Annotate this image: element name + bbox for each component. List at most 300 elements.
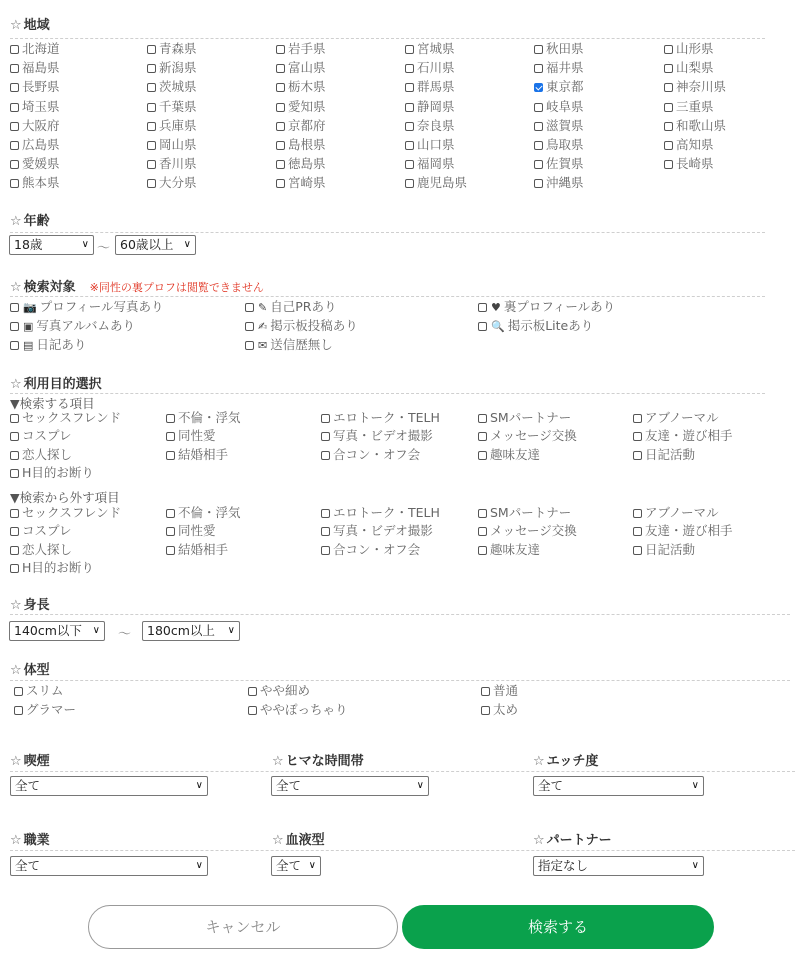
checkbox[interactable] [276,83,285,92]
checkbox-label: 結婚相手 [178,541,229,557]
prefecture-checkbox[interactable] [534,60,584,76]
purpose-exclude-checkbox[interactable] [633,542,695,558]
target-checkbox[interactable] [478,318,593,335]
body-type-checkbox[interactable] [481,702,518,718]
checkbox[interactable] [276,64,285,73]
checkbox-label: 普通 [493,683,519,698]
checkbox-label: コスプレ [22,523,72,539]
prefecture-checkbox[interactable] [276,99,326,115]
checkbox-label: 日記あり [36,337,87,352]
height-separator: 〜 [118,627,132,642]
target-checkbox[interactable] [245,318,358,335]
checkbox[interactable] [534,160,543,169]
divider [10,771,795,772]
search-button[interactable]: 検索する [402,905,714,949]
checkbox[interactable] [478,451,487,460]
purpose-exclude-checkbox[interactable] [10,505,121,521]
checkbox-label: 長野県 [22,79,60,95]
prefecture-checkbox[interactable] [664,137,714,153]
checkbox[interactable] [276,141,285,150]
purpose-include-checkbox[interactable] [633,410,719,426]
checkbox-label: アブノーマル [645,505,719,520]
checkbox[interactable] [10,341,19,350]
divider [10,614,790,615]
checkbox-label: 京都府 [288,117,326,133]
checkbox-label: 長崎県 [676,156,714,172]
checkbox-label: 愛媛県 [22,156,60,172]
checkbox[interactable] [147,122,156,131]
checkbox[interactable] [321,527,330,536]
prefecture-checkbox[interactable] [534,99,584,115]
purpose-include-checkbox[interactable] [10,447,72,463]
checkbox-label: SMパートナー [490,410,572,425]
checkbox[interactable] [664,83,673,92]
checkbox[interactable] [321,432,330,441]
checkbox[interactable] [405,45,414,54]
age-separator: 〜 [97,241,111,256]
prefecture-checkbox[interactable] [147,118,197,134]
prefecture-checkbox[interactable] [534,118,584,134]
checkbox[interactable] [10,160,19,169]
checkbox-label: 北海道 [22,41,60,56]
prefecture-checkbox[interactable] [664,79,726,95]
prefecture-checkbox[interactable] [147,156,197,172]
checkbox[interactable] [478,546,487,555]
checkbox-label: 合コン・オフ会 [333,446,421,462]
checkbox[interactable] [245,322,254,331]
purpose-include-checkbox[interactable] [321,447,420,463]
checkbox-label: 愛知県 [288,98,326,114]
target-checkbox[interactable] [10,318,135,335]
purpose-include-checkbox[interactable] [166,428,216,444]
smoking-section-title: ☆ 喫煙 [10,754,50,769]
purpose-include-checkbox[interactable] [478,410,571,426]
checkbox[interactable] [633,527,642,536]
job-section-title: ☆ 職業 [10,833,50,848]
smoking-select[interactable]: 全て ∨ [10,776,208,796]
purpose-exclude-checkbox[interactable] [166,505,241,521]
checkbox[interactable] [245,303,254,312]
prefecture-checkbox[interactable] [10,175,60,191]
target-checkbox[interactable] [10,299,163,316]
checkbox[interactable] [10,414,19,423]
blood-select[interactable]: 全て ∨ [271,856,321,876]
prefecture-checkbox[interactable] [147,79,197,95]
checkbox-label: プロフィール写真あり [39,299,164,314]
checkbox[interactable] [147,103,156,112]
checkbox[interactable] [405,83,414,92]
checkbox-label: 三重県 [676,98,714,114]
checkbox-label: 不倫・浮気 [178,505,241,520]
prefecture-checkbox[interactable] [147,41,197,57]
checkbox-label: アブノーマル [645,410,719,425]
checkbox[interactable] [166,414,175,423]
prefecture-checkbox[interactable] [276,41,326,57]
checkbox[interactable] [166,509,175,518]
prefecture-checkbox[interactable] [147,137,197,153]
purpose-include-checkbox[interactable] [10,465,94,481]
prefecture-checkbox[interactable] [147,99,197,115]
checkbox[interactable] [147,45,156,54]
age-min-select[interactable]: 18歳 ∨ [9,235,94,255]
prefecture-checkbox[interactable] [405,60,455,76]
checkbox-label: 岩手県 [288,41,326,56]
age-section-title: ☆ 年齢 [10,214,50,229]
purpose-exclude-checkbox[interactable] [10,542,72,558]
purpose-exclude-checkbox[interactable] [478,523,577,539]
checkbox-label: 佐賀県 [546,156,584,172]
purpose-include-checkbox[interactable] [633,447,695,463]
checkbox[interactable] [321,546,330,555]
prefecture-checkbox[interactable] [405,79,455,95]
purpose-include-checkbox[interactable] [166,410,241,426]
target-checkbox[interactable] [245,299,336,316]
checkbox[interactable] [664,160,673,169]
prefecture-checkbox[interactable] [10,99,60,115]
checkbox[interactable] [10,432,19,441]
checkbox-label: 写真・ビデオ撮影 [333,523,433,539]
checkbox-label: 奈良県 [417,117,455,133]
checkbox[interactable] [10,451,19,460]
checkbox-label: 送信歴無し [270,337,333,352]
checkbox-label: エロトーク・TELH [333,410,440,425]
purpose-exclude-checkbox[interactable] [321,505,440,521]
checkbox[interactable] [276,179,285,188]
checkbox-label: 千葉県 [159,98,197,114]
checkbox[interactable] [664,122,673,131]
checkbox[interactable] [10,103,19,112]
prefecture-checkbox[interactable] [147,175,197,191]
target-checkbox[interactable] [478,299,615,316]
search-icon: 🔍 [491,320,505,333]
checkbox[interactable] [10,45,19,54]
prefecture-checkbox[interactable] [664,99,714,115]
target-section-title: ☆ 検索対象 ※同性の裏プロフは閲覧できません [10,280,264,295]
checkbox-label: 群馬県 [417,79,455,95]
checkbox[interactable] [534,64,543,73]
checkbox[interactable] [10,322,19,331]
divider [10,393,765,394]
prefecture-checkbox[interactable] [10,79,60,95]
checkbox[interactable] [478,322,487,331]
body-type-checkbox[interactable] [14,702,76,718]
body-type-checkbox[interactable] [481,683,518,699]
purpose-section-title: ☆ 利用目的選択 [10,377,102,392]
checkbox-label: 岡山県 [159,137,197,152]
purpose-include-checkbox[interactable] [10,410,121,426]
checkbox[interactable] [147,179,156,188]
checkbox-label: 趣味友達 [490,446,541,462]
checkbox-label: 高知県 [676,137,714,152]
checkbox[interactable] [664,64,673,73]
checkbox[interactable] [10,303,19,312]
prefecture-checkbox[interactable] [10,60,60,76]
age-max-select[interactable]: 60歳以上 ∨ [115,235,196,255]
checkbox[interactable] [10,469,19,478]
prefecture-checkbox[interactable] [664,41,714,57]
prefecture-checkbox[interactable] [405,175,467,191]
checkbox-label: 福島県 [22,60,60,76]
checkbox[interactable] [321,509,330,518]
checkbox[interactable] [534,179,543,188]
purpose-exclude-heading: ▼検索から外す項目 [10,490,120,505]
prefecture-checkbox[interactable] [405,99,455,115]
checkbox[interactable] [534,45,543,54]
checkbox-label: メッセージ交換 [490,428,577,444]
checkbox[interactable] [14,687,23,696]
purpose-include-checkbox[interactable] [478,428,577,444]
checkbox[interactable] [478,414,487,423]
prefecture-checkbox[interactable] [405,137,455,153]
checkbox[interactable] [633,509,642,518]
checkbox-label: 趣味友達 [490,541,541,557]
purpose-exclude-checkbox[interactable] [478,542,540,558]
checkbox[interactable] [276,103,285,112]
checkbox-label: 恋人探し [22,446,73,462]
checkbox-label: 栃木県 [288,79,326,95]
prefecture-checkbox[interactable] [405,41,455,57]
cancel-button[interactable]: キャンセル [88,905,398,949]
checkbox[interactable] [534,122,543,131]
checkbox-label: 山形県 [676,41,714,56]
checkbox[interactable] [664,45,673,54]
checkbox[interactable] [147,160,156,169]
purpose-include-checkbox[interactable] [321,410,440,426]
body-type-checkbox[interactable] [248,702,348,718]
purpose-exclude-checkbox[interactable] [166,542,228,558]
prefecture-checkbox[interactable] [534,41,584,57]
purpose-include-checkbox[interactable] [478,447,540,463]
prefecture-checkbox[interactable] [276,137,326,153]
target-note: ※同性の裏プロフは閲覧できません [89,281,264,294]
prefecture-checkbox[interactable] [534,156,584,172]
checkbox[interactable] [633,414,642,423]
checkbox-label: 写真アルバムあり [36,318,136,333]
checkbox-label: 埼玉県 [22,98,60,114]
checkbox-label: 和歌山県 [676,117,727,133]
checkbox[interactable] [276,122,285,131]
checkbox[interactable] [166,432,175,441]
divider [10,296,765,297]
checkbox-label: 福岡県 [417,156,455,172]
checkbox-label: 宮崎県 [288,175,326,191]
checkbox-label: 恋人探し [22,541,73,557]
height-max-select[interactable]: 180cm以上 ∨ [142,621,240,641]
checkbox-label: セックスフレンド [22,410,122,425]
checkbox[interactable] [166,546,175,555]
checkbox[interactable] [478,527,487,536]
checkbox[interactable] [481,687,490,696]
checkbox-label: H目的お断り [22,559,94,575]
checkbox[interactable] [10,527,19,536]
checkbox[interactable] [405,122,414,131]
checkbox-label: 徳島県 [288,156,326,172]
checkbox[interactable] [10,122,19,131]
prefecture-checkbox[interactable] [276,118,326,134]
checkbox-label: 鹿児島県 [417,175,468,191]
job-select[interactable]: 全て ∨ [10,856,208,876]
checkbox[interactable] [166,527,175,536]
checkbox-label: 合コン・オフ会 [333,541,421,557]
ecchi-section-title: ☆ エッチ度 [533,754,599,769]
checkbox[interactable] [405,179,414,188]
prefecture-checkbox[interactable] [276,156,326,172]
checkbox-label: 茨城県 [159,79,197,95]
checkbox-label: 島根県 [288,137,326,152]
checkbox[interactable] [664,141,673,150]
checkbox[interactable] [10,141,19,150]
purpose-exclude-checkbox[interactable] [10,560,94,576]
checkbox-label: セックスフレンド [22,505,122,520]
prefecture-checkbox[interactable] [534,137,584,153]
checkbox[interactable] [14,706,23,715]
checkbox[interactable] [10,83,19,92]
checkbox[interactable] [321,451,330,460]
checkbox-label: 神奈川県 [676,79,727,95]
checkbox[interactable] [248,687,257,696]
checkbox[interactable] [478,432,487,441]
prefecture-checkbox[interactable] [664,60,714,76]
purpose-include-checkbox[interactable] [166,447,228,463]
checkbox-label: 宮城県 [417,41,455,56]
partner-section-title: ☆ パートナー [533,833,612,848]
divider [10,232,765,233]
purpose-exclude-checkbox[interactable] [633,505,719,521]
checkbox[interactable] [534,141,543,150]
checkbox-label: ややぽっちゃり [260,702,348,717]
checkbox[interactable] [276,45,285,54]
height-section-title: ☆ 身長 [10,598,50,613]
checkbox-label: 山口県 [417,137,455,152]
camera-icon: 📷 [23,301,37,314]
divider [10,680,790,681]
prefecture-checkbox[interactable] [534,175,584,191]
checkbox[interactable] [245,341,254,350]
target-checkbox[interactable] [10,337,86,354]
prefecture-checkbox[interactable] [405,156,455,172]
checkbox[interactable] [633,432,642,441]
target-checkbox[interactable] [245,337,333,354]
checkbox-label: SMパートナー [490,505,572,520]
checkbox[interactable] [478,303,487,312]
checkbox[interactable] [147,83,156,92]
checkbox[interactable] [534,103,543,112]
purpose-exclude-checkbox[interactable] [166,523,216,539]
prefecture-checkbox[interactable] [147,60,197,76]
checkbox-label: 同性愛 [178,428,216,444]
checkbox-label: 山梨県 [676,60,714,76]
checkbox[interactable] [405,141,414,150]
prefecture-checkbox[interactable] [664,118,726,134]
checkbox[interactable] [481,706,490,715]
checkbox[interactable] [405,160,414,169]
checkbox-label: 不倫・浮気 [178,410,241,425]
checkbox-label: 石川県 [417,60,455,76]
body-type-checkbox[interactable] [14,683,64,699]
checkbox[interactable] [664,103,673,112]
checkbox-label: 香川県 [159,156,197,172]
prefecture-checkbox[interactable] [405,118,455,134]
checkbox-label: 友達・遊び相手 [645,523,733,539]
prefecture-checkbox[interactable] [276,175,326,191]
checkbox[interactable] [10,64,19,73]
checkbox[interactable] [534,83,543,92]
prefecture-checkbox[interactable] [276,79,326,95]
purpose-exclude-checkbox[interactable] [321,523,433,539]
prefecture-checkbox[interactable] [10,156,60,172]
checkbox-label: 鳥取県 [546,137,584,152]
body-type-checkbox[interactable] [248,683,310,699]
checkbox-label: 富山県 [288,60,326,76]
checkbox-label: 福井県 [546,60,584,76]
purpose-exclude-checkbox[interactable] [478,505,571,521]
purpose-include-checkbox[interactable] [321,428,433,444]
prefecture-checkbox[interactable] [534,79,584,95]
purpose-include-checkbox[interactable] [633,428,733,444]
checkbox-label: 岐阜県 [546,98,584,114]
checkbox[interactable] [10,509,19,518]
checkbox[interactable] [10,564,19,573]
checkbox[interactable] [633,546,642,555]
prefecture-checkbox[interactable] [10,137,60,153]
purpose-exclude-checkbox[interactable] [10,523,72,539]
purpose-exclude-checkbox[interactable] [633,523,733,539]
prefecture-checkbox[interactable] [276,60,326,76]
ecchi-select[interactable]: 全て ∨ [533,776,704,796]
checkbox-label: 大阪府 [22,117,60,133]
heart-icon: ♥ [491,301,501,314]
checkbox[interactable] [166,451,175,460]
checkbox[interactable] [405,103,414,112]
checkbox-label: 静岡県 [417,98,455,114]
checkbox[interactable] [147,141,156,150]
divider [10,850,795,851]
checkbox[interactable] [321,414,330,423]
purpose-exclude-checkbox[interactable] [321,542,420,558]
checkbox-label: 大分県 [159,175,197,191]
prefecture-checkbox[interactable] [664,156,714,172]
checkbox-label: メッセージ交換 [490,523,577,539]
checkbox-label: 秋田県 [546,41,584,56]
checkbox[interactable] [633,451,642,460]
checkbox[interactable] [10,179,19,188]
checkbox[interactable] [10,546,19,555]
checkbox-label: 新潟県 [159,60,197,76]
free-time-select[interactable]: 全て ∨ [271,776,429,796]
purpose-include-heading: ▼検索する項目 [10,396,95,411]
checkbox[interactable] [478,509,487,518]
divider [10,38,765,39]
checkbox-label: 太め [493,702,519,717]
pencil-icon: ✎ [258,301,268,314]
prefecture-checkbox[interactable] [10,41,60,57]
checkbox-label: 兵庫県 [159,117,197,133]
height-min-select[interactable]: 140cm以下 ∨ [9,621,105,641]
checkbox-label: 友達・遊び相手 [645,428,733,444]
checkbox[interactable] [248,706,257,715]
checkbox-label: 東京都 [546,79,584,95]
checkbox[interactable] [276,160,285,169]
checkbox-label: 自己PRあり [270,299,337,314]
purpose-include-checkbox[interactable] [10,428,72,444]
edit-icon: ✍ [258,320,268,333]
partner-select[interactable]: 指定なし ∨ [533,856,704,876]
prefecture-checkbox[interactable] [10,118,60,134]
checkbox-label: 結婚相手 [178,446,229,462]
checkbox[interactable] [405,64,414,73]
checkbox-label: スリム [26,683,64,698]
checkbox[interactable] [147,64,156,73]
